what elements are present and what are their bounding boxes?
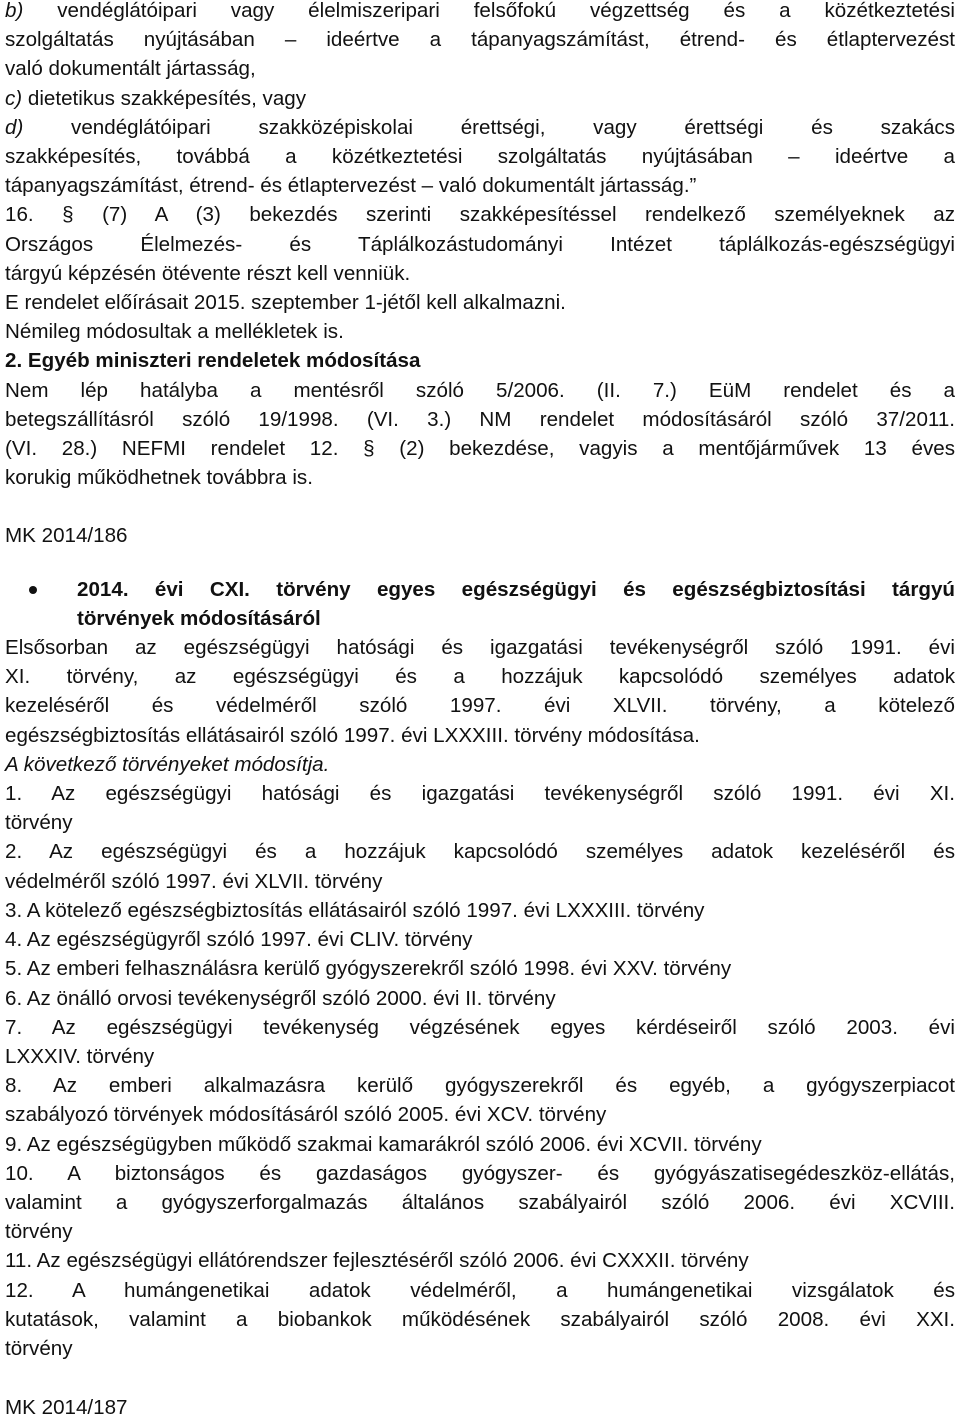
text-line: Nem lép hatályba a mentésről szóló 5/2006. (II. 7.) EüM rendelet és a (5, 378, 955, 402)
list-item (5, 1013, 955, 1071)
list-item-line: 5. Az emberi felhasználásra kerülő gyógyszerekről szóló 1998. évi XXV. törvény (5, 957, 732, 981)
heading-line: 2014. évi CXI. törvény egyes egészségügyi és egészségbiztosítási tárgyú (77, 577, 955, 601)
list-item-line: 3. A kötelező egészségbiztosítás ellátásairól szóló 1997. évi LXXXIII. törvény (5, 898, 705, 922)
italic-note: A következő törvényeket módosítja. (5, 752, 330, 776)
text-line: XI. törvény, az egészségügyi és a hozzájuk kapcsolódó személyes adatok (5, 665, 955, 689)
list-item-line: 2. Az egészségügyi és a hozzájuk kapcsolódó személyes adatok kezeléséről és (5, 840, 955, 864)
list-item (5, 1130, 955, 1159)
item-label: b) (5, 0, 24, 22)
section-heading: 2. Egyéb miniszteri rendeletek módosítása (5, 349, 421, 373)
text-line: d) vendéglátóipari szakközépiskolai érettségi, vagy érettségi és szakács (5, 115, 955, 139)
list-item-line: 9. Az egészségügyben működő szakmai kamarákról szóló 2006. évi XCVII. törvény (5, 1132, 762, 1156)
list-item-line: védelméről szóló 1997. évi XLVII. törvény (5, 869, 383, 893)
text-line: betegszállításról szóló 19/1998. (VI. 3.) NM rendelet módosításáról szóló 37/2011. (5, 407, 955, 431)
text-line: egészségbiztosítás ellátásairól szóló 1997. évi LXXXIII. törvény módosítása. (5, 723, 700, 747)
amended-laws-list (5, 779, 955, 1363)
list-item-line: 11. Az egészségügyi ellátórendszer fejlesztéséről szóló 2006. évi CXXXII. törvény (5, 1249, 749, 1273)
list-item (5, 1159, 955, 1247)
text-line: korukig működhetnek továbbra is. (5, 466, 313, 490)
list-item (5, 984, 955, 1013)
section2-body (5, 376, 955, 493)
list-item-line: 6. Az önálló orvosi tevékenységről szóló 2000. évi II. törvény (5, 986, 556, 1010)
text-line: kezeléséről és védelméről szóló 1997. évi XLVII. törvény, a kötelező (5, 694, 955, 718)
bullet-icon (29, 586, 37, 594)
list-item (5, 779, 955, 837)
text-line: tárgyú képzésén ötévente részt kell venniük. (5, 261, 411, 285)
item-d (5, 113, 955, 201)
list-item-line: 4. Az egészségügyről szóló 1997. évi CLIV. törvény (5, 928, 473, 952)
gazette-reference: MK 2014/187 (5, 1396, 128, 1420)
text-line: 16. § (7) A (3) bekezdés szerinti szakképesítéssel rendelkező személyeknek az (5, 203, 955, 227)
list-item (5, 925, 955, 954)
list-item-line: 10. A biztonságos és gazdaságos gyógyszer- és gyógyászatisegédeszköz-ellátás, (5, 1161, 955, 1185)
item-label: c) (5, 86, 23, 110)
item-b (5, 0, 955, 84)
list-item-line: törvény (5, 1336, 73, 1360)
list-item (5, 837, 955, 895)
list-item-line: LXXXIV. törvény (5, 1044, 155, 1068)
list-item (5, 954, 955, 983)
text-line: tápanyagszámítást, étrend- és étlaptervezést – való dokumentált jártasság.” (5, 174, 697, 198)
text-line: való dokumentált jártasság, (5, 57, 256, 81)
list-item (5, 896, 955, 925)
list-item-line: szabályozó törvények módosításáról szóló 2005. évi XCV. törvény (5, 1103, 607, 1127)
list-item-line: kutatások, valamint a biobankok működésének szabályairól szóló 2008. évi XXI. (5, 1307, 955, 1331)
item-label: d) (5, 115, 24, 139)
text-line: szolgáltatás nyújtásában – ideértve a tápanyagszámítást, étrend- és étlaptervezést (5, 28, 955, 52)
list-item-line: 1. Az egészségügyi hatósági és igazgatási tevékenységről szóló 1991. évi XI. (5, 782, 955, 806)
law-heading (5, 575, 955, 633)
annex-line: Némileg módosultak a mellékletek is. (5, 320, 344, 344)
list-item-line: 7. Az egészségügyi tevékenység végzésének egyes kérdéseiről szóló 2003. évi (5, 1015, 955, 1039)
document-page (5, 0, 955, 1422)
gazette-reference: MK 2014/186 (5, 524, 128, 548)
text-line: Elsősorban az egészségügyi hatósági és igazgatási tevékenységről szóló 1991. évi (5, 636, 955, 660)
list-item-line: törvény (5, 811, 73, 835)
list-item (5, 1071, 955, 1129)
list-item-line: törvény (5, 1220, 73, 1244)
text-line: szakképesítés, továbbá a közétkeztetési szolgáltatás nyújtásában – ideértve a (5, 145, 955, 169)
heading-line: törvények módosításáról (77, 606, 321, 630)
text-line: b) vendéglátóipari vagy élelmiszeripari felsőfokú végzettség és a közétkeztetési (5, 0, 955, 22)
list-item-line: 8. Az emberi alkalmazásra kerülő gyógyszerekről és egyéb, a gyógyszerpiacot (5, 1074, 955, 1098)
text-line: Országos Élelmezés- és Táplálkozástudományi Intézet táplálkozás-egészségügyi (5, 232, 955, 256)
law-intro (5, 633, 955, 750)
list-item-line: valamint a gyógyszerforgalmazás általános szabályairól szóló 2006. évi XCVIII. (5, 1190, 955, 1214)
paragraph-16 (5, 200, 955, 288)
list-item-line: 12. A humángenetikai adatok védelméről, a humángenetikai vizsgálatok és (5, 1278, 955, 1302)
text-line: (VI. 28.) NEFMI rendelet 12. § (2) bekezdése, vagyis a mentőjárművek 13 éves (5, 437, 955, 461)
apply-date-line: E rendelet előírásait 2015. szeptember 1-jétől kell alkalmazni. (5, 291, 566, 315)
list-item (5, 1276, 955, 1364)
list-item (5, 1246, 955, 1275)
item-c: c) dietetikus szakképesítés, vagy (5, 86, 307, 110)
